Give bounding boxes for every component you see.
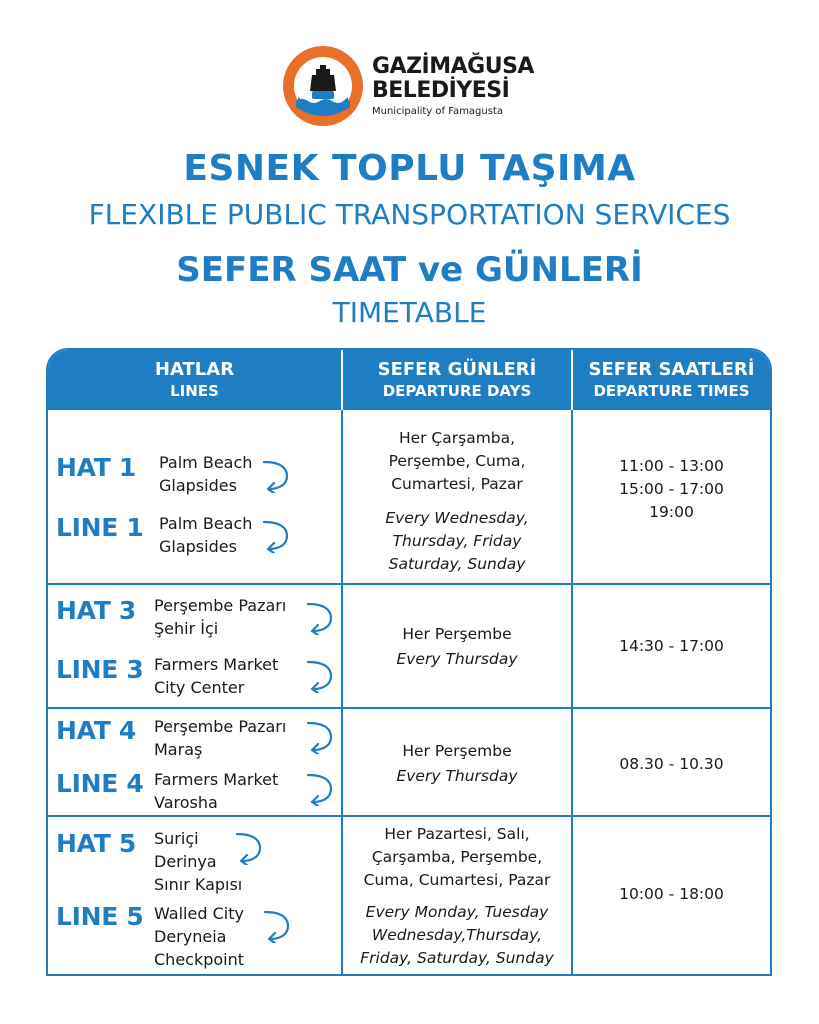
days-line: Cuma, Cumartesi, Pazar [363,871,551,889]
line-code-en: LINE 1 [56,513,144,542]
days-line: Her Perşembe [402,625,512,643]
route-tr [154,594,286,640]
departure-days-en [343,507,571,576]
column-header-lines [48,350,341,410]
logo-name-line2: BELEDİYESİ [372,78,510,103]
loop-arrow-icon [261,909,291,943]
days-line: Friday, Saturday, Sunday [360,949,554,967]
days-line: Wednesday,Thursday, [371,926,543,944]
days-line: Her Çarşamba, [398,429,516,447]
loop-arrow-icon [233,831,263,865]
time-range: 08.30 - 10.30 [619,755,724,773]
departure-days-tr [343,823,571,892]
loop-arrow-icon [260,519,290,553]
days-line: Çarşamba, Perşembe, [371,848,543,866]
header-divider [341,350,343,410]
column-header-tr: SEFER GÜNLERİ [377,359,537,380]
days-line: Every Thursday [396,767,518,785]
route-stop: Sınır Kapısı [154,875,243,894]
days-line: Every Thursday [396,650,518,668]
departure-times [573,635,770,658]
row-divider [48,707,770,709]
line-code-tr: HAT 5 [56,829,136,858]
row-divider [48,815,770,817]
column-header-en: LINES [170,382,219,400]
departure-times [573,753,770,776]
line-code-tr: HAT 4 [56,716,136,745]
row-divider [48,583,770,585]
route-stop: Farmers Market [154,770,279,789]
subtitle-tr: SEFER SAAT ve GÜNLERİ [176,250,643,290]
municipality-seal [282,45,364,127]
loop-arrow-icon [304,659,334,693]
column-header-en: DEPARTURE TIMES [593,382,750,400]
route-stop: Perşembe Pazarı [154,717,287,736]
time-range: 15:00 - 17:00 [619,480,724,498]
route-tr [154,715,286,761]
route-en [154,653,278,699]
days-line: Every Monday, Tuesday [365,903,549,921]
route-stop: Glapsides [159,476,237,495]
days-line: Perşembe, Cuma, [388,452,526,470]
route-tr [159,451,252,497]
route-en [154,902,244,971]
title-tr: ESNEK TOPLU TAŞIMA [183,148,636,189]
route-stop: Varosha [154,793,218,812]
loop-arrow-icon [304,720,334,754]
route-stop: Şehir İçi [154,619,219,638]
route-stop: Suriçi [154,829,199,848]
time-range: 10:00 - 18:00 [619,885,724,903]
departure-days-en [343,901,571,970]
time-range: 19:00 [649,503,694,521]
departure-days-en [343,765,571,788]
departure-days-tr [343,740,571,763]
departure-days-tr [343,623,571,646]
column-header-tr: HATLAR [154,359,235,380]
logo-name-line1: GAZİMAĞUSA [372,54,534,79]
route-en [154,768,278,814]
route-stop: Glapsides [159,537,237,556]
route-stop: Palm Beach [159,514,253,533]
days-line: Thursday, Friday [392,532,522,550]
timetable [46,348,772,976]
route-stop: Checkpoint [154,950,245,969]
column-header-tr: SEFER SAATLERİ [588,359,755,380]
loop-arrow-icon [260,459,290,493]
route-stop: Maraş [154,740,203,759]
column-header-en: DEPARTURE DAYS [382,382,532,400]
time-range: 14:30 - 17:00 [619,637,724,655]
column-header-times [573,350,770,410]
line-code-en: LINE 4 [56,769,144,798]
title-en: FLEXIBLE PUBLIC TRANSPORTATION SERVICES [88,198,731,231]
line-code-tr: HAT 3 [56,596,136,625]
loop-arrow-icon [304,772,334,806]
days-line: Her Perşembe [402,742,512,760]
departure-times [573,883,770,906]
days-line: Cumartesi, Pazar [391,475,523,493]
route-tr [154,827,242,896]
logo-subtitle: Municipality of Famagusta [372,106,504,117]
route-en [159,512,252,558]
departure-days-en [343,648,571,671]
time-range: 11:00 - 13:00 [619,457,724,475]
column-header-days [343,350,571,410]
days-line: Every Wednesday, [385,509,529,527]
line-code-en: LINE 3 [56,655,144,684]
loop-arrow-icon [304,601,334,635]
route-stop: Deryneia [154,927,227,946]
route-stop: Palm Beach [159,453,253,472]
departure-times [573,455,770,524]
departure-days-tr [343,427,571,496]
days-line: Her Pazartesi, Salı, [384,825,530,843]
subtitle-en: TIMETABLE [332,296,487,329]
line-code-tr: HAT 1 [56,453,136,482]
days-line: Saturday, Sunday [388,555,526,573]
route-stop: Farmers Market [154,655,279,674]
route-stop: City Center [154,678,245,697]
header-divider [571,350,573,410]
route-stop: Perşembe Pazarı [154,596,287,615]
route-stop: Derinya [154,852,217,871]
municipality-logo [282,44,534,128]
line-code-en: LINE 5 [56,902,144,931]
route-stop: Walled City [154,904,244,923]
table-header [48,350,770,410]
